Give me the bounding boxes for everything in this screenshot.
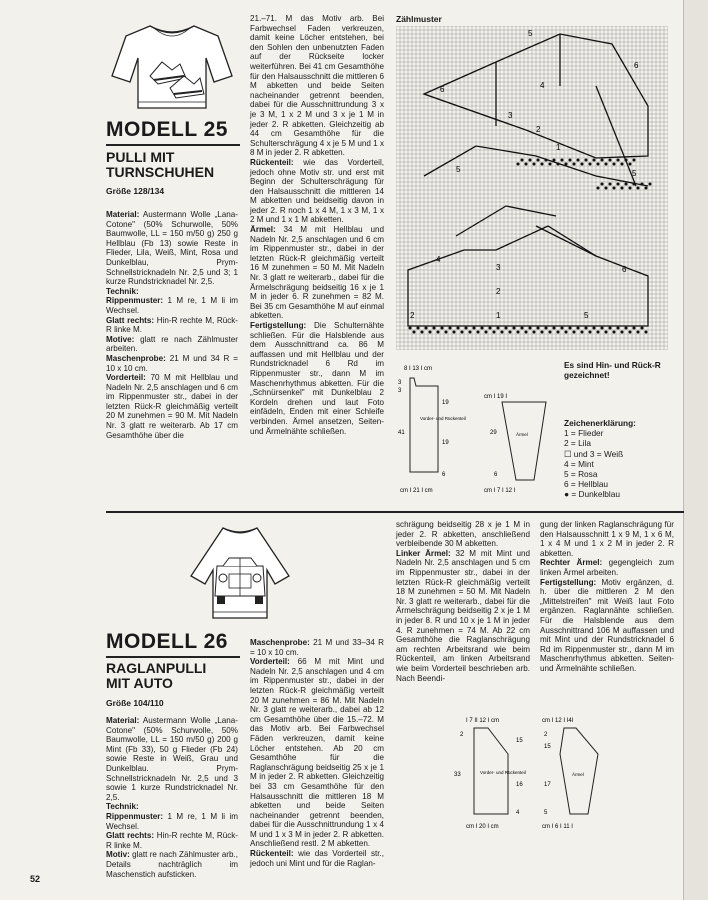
dark-blue-stitch bbox=[505, 327, 508, 330]
adjacent-page-strip bbox=[683, 0, 708, 900]
dark-blue-stitch bbox=[597, 163, 600, 166]
model-26-column-4 bbox=[540, 520, 674, 674]
model-26-title: MODELL 26 bbox=[106, 630, 228, 653]
dark-blue-stitch bbox=[609, 183, 612, 186]
dark-blue-stitch bbox=[477, 331, 480, 334]
svg-text:29: 29 bbox=[490, 430, 497, 436]
dark-blue-stitch bbox=[609, 327, 612, 330]
dark-blue-stitch bbox=[617, 183, 620, 186]
dark-blue-stitch bbox=[565, 331, 568, 334]
paragraph: Rückenteil: wie das Vorderteil str., jedoch uni Mint und für die Raglan- bbox=[250, 849, 384, 868]
legend-item: 6 = Hellblau bbox=[564, 479, 609, 490]
dark-blue-stitch bbox=[553, 159, 556, 162]
dark-blue-stitch bbox=[553, 327, 556, 330]
schematic-26 bbox=[452, 714, 632, 835]
grid-color-number: 4 bbox=[436, 255, 441, 264]
dark-blue-stitch bbox=[593, 327, 596, 330]
dark-blue-stitch bbox=[545, 327, 548, 330]
dark-blue-stitch bbox=[517, 331, 520, 334]
dark-blue-stitch bbox=[629, 163, 632, 166]
dark-blue-stitch bbox=[529, 159, 532, 162]
dark-blue-stitch bbox=[597, 187, 600, 190]
dark-blue-stitch bbox=[537, 159, 540, 162]
svg-text:5: 5 bbox=[544, 810, 548, 816]
dark-blue-stitch bbox=[589, 163, 592, 166]
grid-color-number: 5 bbox=[456, 165, 461, 174]
dark-blue-stitch bbox=[485, 331, 488, 334]
grid-color-number: 2 bbox=[536, 125, 541, 134]
legend bbox=[564, 418, 684, 500]
dark-blue-stitch bbox=[629, 187, 632, 190]
model-25-rule bbox=[106, 144, 240, 146]
dark-blue-stitch bbox=[433, 327, 436, 330]
dark-blue-stitch bbox=[581, 331, 584, 334]
dark-blue-stitch bbox=[549, 163, 552, 166]
dark-blue-stitch bbox=[481, 327, 484, 330]
svg-text:2: 2 bbox=[460, 732, 464, 738]
grid-color-number: 5 bbox=[584, 311, 589, 320]
dark-blue-stitch bbox=[637, 331, 640, 334]
schematic-label: Vorder- und Rückenteil bbox=[420, 416, 466, 421]
dark-blue-stitch bbox=[465, 327, 468, 330]
grid-color-number: 6 bbox=[440, 85, 445, 94]
dark-blue-stitch bbox=[461, 331, 464, 334]
dark-blue-stitch bbox=[621, 331, 624, 334]
dark-blue-stitch bbox=[545, 159, 548, 162]
dark-blue-stitch bbox=[577, 327, 580, 330]
grid-color-number: 4 bbox=[540, 81, 545, 90]
grid-color-number: 5 bbox=[528, 29, 533, 38]
paragraph: Material: Austermann Wolle „Lana-Cotone" (50% Schurwolle, 50% Baumwolle, LL = 150 m/50 g) 200 g Mint (Fb 33), 50 g Flieder (Fb 24) sowie Reste in Weiß, Grau und Dunkelblau. Prym-Schnellstricknadeln Nr. 2,5 und 3 sowie 1 kurze Rundstricknadel Nr. 2,5. bbox=[106, 716, 238, 802]
svg-text:6: 6 bbox=[442, 472, 446, 478]
dark-blue-stitch bbox=[441, 327, 444, 330]
dark-blue-stitch bbox=[537, 327, 540, 330]
dark-blue-stitch bbox=[557, 163, 560, 166]
dark-blue-stitch bbox=[541, 163, 544, 166]
dark-blue-stitch bbox=[585, 159, 588, 162]
dark-blue-stitch bbox=[625, 183, 628, 186]
dark-blue-stitch bbox=[521, 327, 524, 330]
grid-color-number: 3 bbox=[496, 263, 501, 272]
dark-blue-stitch bbox=[529, 327, 532, 330]
model-26-column-1 bbox=[106, 716, 238, 879]
paragraph: Technik: bbox=[106, 802, 139, 812]
model-26-rule bbox=[106, 656, 240, 658]
paragraph: gung der linken Raglanschrägung für den Halsausschnitt 1 x 9 M, 1 x 6 M, 1 x 4 M und 1 x 2 M in jeder 2. R abketten. bbox=[540, 520, 674, 558]
dark-blue-stitch bbox=[605, 331, 608, 334]
dark-blue-stitch bbox=[633, 159, 636, 162]
section-divider bbox=[106, 511, 684, 513]
svg-text:6: 6 bbox=[494, 472, 498, 478]
dark-blue-stitch bbox=[625, 159, 628, 162]
chart-title: Zählmuster bbox=[396, 14, 442, 24]
dark-blue-stitch bbox=[429, 331, 432, 334]
dark-blue-stitch bbox=[613, 187, 616, 190]
dark-blue-stitch bbox=[525, 331, 528, 334]
dark-blue-stitch bbox=[621, 163, 624, 166]
dark-blue-stitch bbox=[473, 327, 476, 330]
schematic-top-label: 8 I 13 I cm bbox=[404, 366, 433, 372]
sweater-26-illustration bbox=[185, 522, 295, 627]
dark-blue-stitch bbox=[413, 331, 416, 334]
dark-blue-stitch bbox=[517, 163, 520, 166]
legend-item: 1 = Flieder bbox=[564, 428, 604, 439]
model-26-name-line1: RAGLANPULLI bbox=[106, 660, 207, 676]
dark-blue-stitch bbox=[409, 327, 412, 330]
dark-blue-stitch bbox=[469, 331, 472, 334]
svg-text:Ärmel: Ärmel bbox=[516, 432, 528, 437]
dark-blue-stitch bbox=[561, 159, 564, 162]
grid-color-number: 2 bbox=[496, 287, 501, 296]
model-25-name-line1: PULLI MIT bbox=[106, 149, 175, 165]
dark-blue-stitch bbox=[649, 183, 652, 186]
grid-lines bbox=[396, 26, 668, 350]
dark-blue-stitch bbox=[593, 159, 596, 162]
chart-note: Es sind Hin- und Rück-R gezeichnet! bbox=[564, 360, 661, 381]
model-25-column-1 bbox=[106, 210, 238, 440]
svg-text:cm I 19 I: cm I 19 I bbox=[484, 394, 508, 400]
svg-text:3: 3 bbox=[398, 388, 402, 394]
dark-blue-stitch bbox=[445, 331, 448, 334]
dark-blue-stitch bbox=[601, 327, 604, 330]
dark-blue-stitch bbox=[637, 187, 640, 190]
dark-blue-stitch bbox=[605, 163, 608, 166]
svg-text:19: 19 bbox=[442, 440, 449, 446]
dark-blue-stitch bbox=[561, 327, 564, 330]
svg-text:cm I 21 I cm: cm I 21 I cm bbox=[400, 488, 433, 494]
grid-color-number: 6 bbox=[622, 265, 627, 274]
dark-blue-stitch bbox=[421, 331, 424, 334]
dark-blue-stitch bbox=[569, 159, 572, 162]
paragraph: Glatt rechts: Hin-R rechte M, Rück-R linke M. bbox=[106, 831, 238, 850]
grid-color-number: 1 bbox=[496, 311, 501, 320]
svg-text:41: 41 bbox=[398, 430, 405, 436]
dark-blue-stitch bbox=[525, 163, 528, 166]
dark-blue-stitch bbox=[633, 327, 636, 330]
dark-blue-stitch bbox=[533, 163, 536, 166]
dark-blue-stitch bbox=[625, 327, 628, 330]
dark-blue-stitch bbox=[581, 163, 584, 166]
dark-blue-stitch bbox=[453, 331, 456, 334]
dark-blue-stitch bbox=[521, 159, 524, 162]
dark-blue-stitch bbox=[585, 327, 588, 330]
grid-color-number: 2 bbox=[410, 311, 415, 320]
dark-blue-stitch bbox=[577, 159, 580, 162]
paragraph: Rechter Ärmel: gegengleich zum linken Ärmel arbeiten. bbox=[540, 558, 674, 577]
svg-text:Vorder- und Rückenteil: Vorder- und Rückenteil bbox=[480, 770, 526, 775]
model-25-column-2 bbox=[250, 14, 384, 436]
dark-blue-stitch bbox=[565, 163, 568, 166]
paragraph: Maschenprobe: 21 M und 34 R = 10 x 10 cm. bbox=[106, 353, 238, 373]
dark-blue-stitch bbox=[645, 331, 648, 334]
paragraph: Vorderteil: 66 M mit Mint und Nadeln Nr. 2,5 anschlagen und 4 cm im Rippenmuster str., dabei in der letzten Rück-R gleichmäßig verteilt 20 M zunehmen = 86 M. Mit Nadeln Nr. 3 glatt re weiterarb., dabei ab 12 cm Gesamthöhe über die 15.–72. M das Motiv arb. Bei Farbwechsel Fäden verkreuzen, damit keine Löcher entstehen. Ab 20 cm Gesamthöhe für die Raglanschrägung beidseitig 25 x je 1 M in jeder 2. R abketten. Gleichzeitig bei 33 cm Gesamthöhe für den Halsausschnitt die mittleren 18 M abketten und beide Seiten nacheinander getrennt beenden, dabei für die Ausschnittrundung 1 x 4 M und 1 x 3 M in jeder 2. R abketten. Anschließend restl. 2 M abketten. bbox=[250, 657, 384, 849]
dark-blue-stitch bbox=[457, 327, 460, 330]
dark-blue-stitch bbox=[425, 327, 428, 330]
paragraph: Rückenteil: wie das Vorderteil, jedoch ohne Motiv str. und erst mit Beginn der Schulterschrägung für den Halsausschnitt die mittleren 14 M abketten und beidseitig davon in jeder 2. R noch 1 x 4 M, 1 x 3 M, 1 x 2 M und 1 x 1 M abketten. bbox=[250, 157, 384, 225]
dark-blue-stitch bbox=[573, 163, 576, 166]
legend-item: ☐ und 3 = Weiß bbox=[564, 448, 624, 459]
dark-blue-stitch bbox=[501, 331, 504, 334]
model-26-name-line2: MIT AUTO bbox=[106, 675, 173, 691]
dark-blue-stitch bbox=[497, 327, 500, 330]
paragraph: Maschenprobe: 21 M und 33–34 R = 10 x 10 cm. bbox=[250, 638, 384, 657]
paragraph: schrägung beidseitig 28 x je 1 M in jeder 2. R abketten, anschließend verbleibende 30 M abketten. bbox=[396, 520, 530, 549]
sweater-25-illustration bbox=[110, 18, 235, 118]
paragraph: Technik: bbox=[106, 286, 139, 296]
legend-title: Zeichenerklärung: bbox=[564, 418, 636, 428]
dark-blue-stitch bbox=[597, 331, 600, 334]
paragraph: Fertigstellung: Die Schulternähte schließen. Für die Halsblende aus dem Ausschnittrand ca. 86 M auffassen und mit Hellblau und der Rundstricknadel 6 Rd im Rippenmuster str., dann M im Maschenrhythmus abketten. Für die „Schnürsenkel" mit Dunkelblau 2 Kordeln drehen und laut Foto einfädeln, Enden mit einer Schleife verbinden. Ärmel ansetzen, Seiten- und Ärmelnähte schließen. bbox=[250, 321, 384, 436]
svg-text:16: 16 bbox=[516, 782, 523, 788]
svg-text:I 7 II 12 I cm: I 7 II 12 I cm bbox=[466, 718, 500, 724]
svg-text:4: 4 bbox=[516, 810, 520, 816]
dark-blue-stitch bbox=[589, 331, 592, 334]
dark-blue-stitch bbox=[645, 187, 648, 190]
dark-blue-stitch bbox=[549, 331, 552, 334]
paragraph: Ärmel: 34 M mit Hellblau und Nadeln Nr. 2,5 anschlagen und 6 cm im Rippenmuster str., dabei in der letzten Rück-R gleichmäßig verteilt 16 M zunehmen = 50 M. Mit Nadeln Nr. 3 glatt re weiterarb., dabei für die Ärmelschrägung beidseitig 16 x je 1 M in jeder 6. R zunehmen = 82 M. Bei 35 cm Gesamthöhe M auf einmal abketten. bbox=[250, 225, 384, 321]
legend-item: 2 = Lila bbox=[564, 438, 591, 449]
dark-blue-stitch bbox=[609, 159, 612, 162]
dark-blue-stitch bbox=[633, 183, 636, 186]
paragraph: Vorderteil: 70 M mit Hellblau und Nadeln Nr. 2,5 anschlagen und 6 cm im Rippenmuster str., dabei in der letzten Rück-R gleichmäßig verteilt 20 M zunehmen = 90 M. Mit Nadeln Nr. 3 glatt re weiterarb. Ab 17 cm Gesamthöhe über die bbox=[106, 373, 238, 440]
schematic-25 bbox=[398, 362, 558, 501]
dark-blue-stitch bbox=[569, 327, 572, 330]
model-25-size: Größe 128/134 bbox=[106, 186, 165, 196]
dark-blue-stitch bbox=[617, 159, 620, 162]
dark-blue-stitch bbox=[617, 327, 620, 330]
dark-blue-stitch bbox=[489, 327, 492, 330]
svg-text:Ärmel: Ärmel bbox=[572, 772, 584, 777]
dark-blue-stitch bbox=[449, 327, 452, 330]
grid-color-number: 6 bbox=[634, 61, 639, 70]
svg-text:15: 15 bbox=[516, 738, 523, 744]
dark-blue-stitch bbox=[437, 331, 440, 334]
svg-text:33: 33 bbox=[454, 772, 461, 778]
dark-blue-stitch bbox=[613, 163, 616, 166]
dark-blue-stitch bbox=[513, 327, 516, 330]
model-26-column-2 bbox=[250, 638, 384, 868]
svg-text:cm I 7 I 12 I: cm I 7 I 12 I bbox=[484, 488, 516, 494]
paragraph: Motive: glatt re nach Zählmuster arbeiten. bbox=[106, 334, 238, 354]
model-25-title: MODELL 25 bbox=[106, 118, 228, 141]
legend-item: 4 = Mint bbox=[564, 458, 594, 469]
model-25-name-line2: TURNSCHUHEN bbox=[106, 164, 215, 180]
paragraph: Rippenmuster: 1 M re, 1 M li im Wechsel. bbox=[106, 811, 238, 831]
paragraph: Linker Ärmel: 32 M mit Mint und Nadeln Nr. 2,5 anschlagen und 5 cm im Rippenmuster str., dabei in der letzten Rück-R gleichmäßig verteilt 18 M zunehmen = 50 M. Mit Nadeln Nr. 3 glatt re weiterarb., dabei für die Ärmelschrägung beidseitig 2 x je 1 M in jeder 8. R und 10 x je 1 M in jeder 4. R zunehmen = 74 M. Ab 22 cm Gesamthöhe die Raglanschrägung am rechten Arbeitsrand wie beim Rückenteil, am linken Arbeitsrand wie beim Vorderteil beschrieben arb. Nach Beendi- bbox=[396, 548, 530, 683]
svg-text:cm I 20 I cm: cm I 20 I cm bbox=[466, 824, 499, 830]
dark-blue-stitch bbox=[601, 183, 604, 186]
svg-text:15: 15 bbox=[544, 744, 551, 750]
grid-color-number: 5 bbox=[632, 169, 637, 178]
motif-outline bbox=[456, 206, 596, 256]
page-number: 52 bbox=[30, 874, 41, 884]
svg-text:17: 17 bbox=[544, 782, 551, 788]
dark-blue-stitch bbox=[621, 187, 624, 190]
legend-item: ● = Dunkelblau bbox=[564, 489, 620, 500]
dark-blue-stitch bbox=[641, 327, 644, 330]
model-26-column-3 bbox=[396, 520, 530, 683]
paragraph: Fertigstellung: Motiv ergänzen, d. h. über die mittleren 2 M den „Mittelstreifen" mit Weiß laut Foto ergänzen. Raglannähte schließen. Für die Halsblende aus dem Ausschnittrand 106 M auffassen und mit Mint und der Rundstricknadel 6 Rd im Rippenmuster str., dann M im Maschenrhythmus abketten. Seiten- und Ärmelnähte schließen. bbox=[540, 577, 674, 673]
model-26-size: Größe 104/110 bbox=[106, 698, 164, 708]
svg-text:cm I 6 I 11 I: cm I 6 I 11 I bbox=[542, 824, 573, 830]
dark-blue-stitch bbox=[509, 331, 512, 334]
dark-blue-stitch bbox=[573, 331, 576, 334]
paragraph: Rippenmuster: 1 M re, 1 M li im Wechsel. bbox=[106, 296, 238, 315]
grid-color-number: 3 bbox=[508, 111, 513, 120]
dark-blue-stitch bbox=[629, 331, 632, 334]
dark-blue-stitch bbox=[493, 331, 496, 334]
paragraph: Material: Austermann Wolle „Lana-Cotone" (50% Schurwolle, 50% Baumwolle, LL = 150 m/50 g) 250 g Hellblau (Fb 13) sowie Reste in Flieder, Lila, Weiß, Mint, Rosa und Dunkelblau, Prym-Schnellstricknadeln Nr. 2,5 und 3; 1 kurze Rundstricknadel Nr. 2,5. bbox=[106, 210, 238, 287]
dark-blue-stitch bbox=[417, 327, 420, 330]
paragraph: Motiv: glatt re nach Zählmuster arb., Details nachträglich im Maschenstich aufsticken. bbox=[106, 850, 238, 879]
svg-text:2: 2 bbox=[544, 732, 548, 738]
svg-text:19: 19 bbox=[442, 400, 449, 406]
dark-blue-stitch bbox=[641, 183, 644, 186]
legend-item: 5 = Rosa bbox=[564, 469, 598, 480]
dark-blue-stitch bbox=[601, 159, 604, 162]
dark-blue-stitch bbox=[613, 331, 616, 334]
dark-blue-stitch bbox=[557, 331, 560, 334]
paragraph: 21.–71. M das Motiv arb. Bei Farbwechsel Faden verkreuzen, damit keine Löcher entstehen, bei den Sohlen den unbenutzten Faden auf der Rückseite locker weiterführen. Bei 41 cm Gesamthöhe für den Halsausschnitt die mittleren 6 M abketten und beide Seiten nacheinander getrennt beenden, dabei für die Ausschnittrundung 3 x je 3 M, 1 x 2 M und 3 x je 1 M in jeder 2. R abketten. Gleichzeitig ab 44 cm Gesamthöhe für die Schulterschrägung 4 x je 5 M und 1 x 8 M in jeder 2. R abketten. bbox=[250, 14, 384, 158]
svg-text:3: 3 bbox=[398, 380, 402, 386]
grid-color-number: 1 bbox=[556, 143, 561, 152]
dark-blue-stitch bbox=[605, 187, 608, 190]
dark-blue-stitch bbox=[533, 331, 536, 334]
svg-text:cm I 12 I I4I: cm I 12 I I4I bbox=[542, 718, 574, 724]
counting-chart bbox=[396, 26, 668, 355]
paragraph: Glatt rechts: Hin-R rechte M, Rück-R linke M. bbox=[106, 315, 238, 335]
dark-blue-stitch bbox=[541, 331, 544, 334]
